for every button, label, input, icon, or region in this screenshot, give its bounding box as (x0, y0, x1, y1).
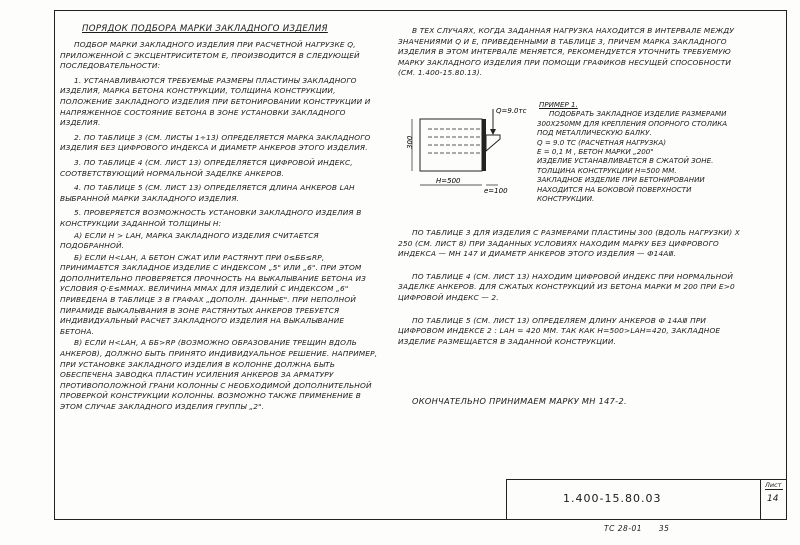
example-block (537, 100, 742, 203)
step-5: 5. ПРОВЕРЯЕТСЯ ВОЗМОЖНОСТЬ УСТАНОВКИ ЗАКЛАДНОГО ИЗДЕЛИЯ В КОНСТРУКЦИИ ЗАДАННОЙ ТОЛЩИНЫ Н: (60, 208, 362, 228)
dim-300-label: 300 (406, 135, 414, 149)
anchor-lines (428, 129, 480, 153)
footer (604, 524, 683, 533)
example-line-4: ИЗДЕЛИЕ УСТАНАВЛИВАЕТСЯ В СЖАТОЙ ЗОНЕ. (537, 156, 714, 166)
solution-paragraph-1: ПО ТАБЛИЦЕ 3 ДЛЯ ИЗДЕЛИЯ С РАЗМЕРАМИ ПЛАСТИНЫ 300 (ВДОЛЬ НАГРУЗКИ) X 250 (СМ. ЛИСТ 8) ПРИ ЗАДАННЫХ УСЛОВИЯХ НАХОДИМ МАРКУ БЕЗ ЦИФРОВОГО ИНДЕКСА — МН 147 И ДИАМЕТР АНКЕРОВ ЭТОГО ИЗДЕЛИЯ — Ф14АⅢ. (398, 228, 740, 259)
footer-ref: ТС 28-01 (604, 524, 642, 533)
intro-paragraph: ПОДБОР МАРКИ ЗАКЛАДНОГО ИЗДЕЛИЯ ПРИ РАСЧЕТНОЙ НАГРУЗКЕ Q, ПРИЛОЖЕННОЙ С ЭКСЦЕНТРИСИТЕТОМ Е, ПРОИЗВОДИТСЯ В СЛЕДУЮЩЕЙ ПОСЛЕДОВАТЕЛЬНОСТИ: (60, 40, 360, 71)
embedded-part-diagram (398, 105, 533, 205)
sheet-label: Лист (765, 481, 782, 489)
step-2: 2. ПО ТАБЛИЦЕ 3 (СМ. ЛИСТЫ 1÷13) ОПРЕДЕЛЯЕТСЯ МАРКА ЗАКЛАДНОГО ИЗДЕЛИЯ БЕЗ ЦИФРОВОГО ИНДЕКСА И ДИАМЕТР АНКЕРОВ ЭТОГО ИЗДЕЛИЯ. (60, 132, 371, 153)
load-label: Q=9.0тс (496, 107, 527, 115)
example-line-6: ЗАКЛАДНОЕ ИЗДЕЛИЕ ПРИ БЕТОНИРОВАНИИ НАХОДИТСЯ НА БОКОВОЙ ПОВЕРХНОСТИ КОНСТРУКЦИИ. (537, 175, 705, 204)
sheet-number: 14 (767, 494, 779, 504)
example-line-1: ПОДОБРАТЬ ЗАКЛАДНОЕ ИЗДЕЛИЕ РАЗМЕРАМИ 300X250ММ ДЛЯ КРЕПЛЕНИЯ ОПОРНОГО СТОЛИКА ПОД МЕТАЛЛИЧЕСКУЮ БАЛКУ. (537, 109, 728, 138)
example-line-3: Е = 0,1 М , БЕТОН МАРКИ „200" (537, 147, 654, 157)
e-label: е=100 (484, 187, 508, 195)
solution-paragraph-2: ПО ТАБЛИЦЕ 4 (СМ. ЛИСТ 13) НАХОДИМ ЦИФРОВОЙ ИНДЕКС ПРИ НОРМАЛЬНОЙ ЗАДЕЛКЕ АНКЕРОВ. ДЛЯ СЖАТЫХ КОНСТРУКЦИЙ ИЗ БЕТОНА МАРКИ М 200 ПРИ Е>0 ЦИФРОВОЙ ИНДЕКС — 2. (398, 271, 735, 302)
left-column (60, 40, 380, 417)
final-conclusion: ОКОНЧАТЕЛЬНО ПРИНИМАЕМ МАРКУ МН 147-2. (412, 396, 627, 406)
example-line-2: Q = 9.0 ТС (РАСЧЕТНАЯ НАГРУЗКА) (537, 137, 666, 147)
step-5b: Б) ЕСЛИ Н<LАН, А БЕТОН СЖАТ ИЛИ РАСТЯНУТ ПРИ 0≤ББ≤RР, ПРИНИМАЕТСЯ ЗАКЛАДНОЕ ИЗДЕЛИЕ С ИНДЕКСОМ „5" ИЛИ „6". ПРИ ЭТОМ ДОПОЛНИТЕЛЬНО ПРОВЕРЯЕТСЯ ПРОЧНОСТЬ НА ВЫКАЛЫВАНИЕ БЕТОНА ИЗ УСЛОВИЯ Q·Е≤MMAX. ВЕЛИЧИНА MMAX ДЛЯ ИЗДЕЛИЙ С ИНДЕКСОМ „6" ПРИВЕДЕНА В ТАБЛИЦЕ 3 В ГРАФАХ „ДОПОЛН. ДАННЫЕ". ПРИ НЕПОЛНОЙ ПИРАМИДЕ ВЫКАЛЫВАНИЯ В ЗОНЕ РАСТЯНУТЫХ АНКЕРОВ ТРЕБУЕТСЯ ИНДИВИДУАЛЬНЫЙ РАСЧЕТ ЗАКЛАДНОГО ИЗДЕЛИЯ НА ВЫКАЛЫВАНИЕ БЕТОНА. (60, 252, 367, 336)
step-3: 3. ПО ТАБЛИЦЕ 4 (СМ. ЛИСТ 13) ОПРЕДЕЛЯЕТСЯ ЦИФРОВОЙ ИНДЕКС, СООТВЕТСТВУЮЩИЙ НОРМАЛЬНОЙ ЗАДЕЛКЕ АНКЕРОВ. (60, 157, 353, 178)
step-5v: В) ЕСЛИ Н<LАН, А ББ>RР (ВОЗМОЖНО ОБРАЗОВАНИЕ ТРЕЩИН ВДОЛЬ АНКЕРОВ), ДОЛЖНО БЫТЬ ПРИНЯТО ИНДИВИДУАЛЬНОЕ РЕШЕНИЕ. НАПРИМЕР, ПРИ УСТАНОВКЕ ЗАКЛАДНОГО ИЗДЕЛИЯ В КОЛОННЕ ДОЛЖНА БЫТЬ ОБЕСПЕЧЕНА ЗАВОДКА ПЛАСТИН УСИЛЕНИЯ АНКЕРОВ ЗА АРМАТУРУ ПРОТИВОПОЛОЖНОЙ ГРАНИ КОЛОННЫ С НЕОБХОДИМОЙ ДОПОЛНИТЕЛЬНОЙ ПРОВЕРКОЙ КОНСТРУКЦИИ КОЛОННЫ. ВОЗМОЖНО ТАКЖЕ ПРИМЕНЕНИЕ В ЭТОМ СЛУЧАЕ ЗАКЛАДНОГО ИЗДЕЛИЯ ГРУППЫ „2". (60, 338, 378, 411)
embedded-plate (482, 119, 486, 171)
document-code: 1.400-15.80.03 (563, 492, 662, 505)
footer-page: 35 (658, 524, 670, 533)
right-solution (398, 228, 748, 351)
h-label: Н=500 (436, 177, 461, 185)
step-5a: А) ЕСЛИ Н > LАН, МАРКА ЗАКЛАДНОГО ИЗДЕЛИЯ СЧИТАЕТСЯ ПОДОБРАННОЙ. (60, 230, 319, 251)
solution-paragraph-3: ПО ТАБЛИЦЕ 5 (СМ. ЛИСТ 13) ОПРЕДЕЛЯЕМ ДЛИНУ АНКЕРОВ Ф 14АⅢ ПРИ ЦИФРОВОМ ИНДЕКСЕ 2 : LАН = 420 ММ. ТАК КАК Н=500>LАН=420, ЗАКЛАДНОЕ ИЗДЕЛИЕ РАЗМЕЩАЕТСЯ В ЗАДАННОЙ КОНСТРУКЦИИ. (398, 315, 721, 346)
step-1: 1. УСТАНАВЛИВАЮТСЯ ТРЕБУЕМЫЕ РАЗМЕРЫ ПЛАСТИНЫ ЗАКЛАДНОГО ИЗДЕЛИЯ, МАРКА БЕТОНА КОНСТРУКЦИИ, ТОЛЩИНА КОНСТРУКЦИИ, ПОЛОЖЕНИЕ ЗАКЛАДНОГО ИЗДЕЛИЯ ПРИ БЕТОНИРОВАНИИ КОНСТРУКЦИИ И НАПРЯЖЕННОЕ СОСТОЯНИЕ БЕТОНА В ЗОНЕ УСТАНОВКИ ЗАКЛАДНОГО ИЗДЕЛИЯ. (60, 75, 371, 128)
right-intro (398, 26, 738, 83)
page-title: ПОРЯДОК ПОДБОРА МАРКИ ЗАКЛАДНОГО ИЗДЕЛИЯ (82, 24, 328, 34)
example-heading: ПРИМЕР 1. (539, 100, 578, 109)
title-block (506, 479, 787, 520)
interval-paragraph: В ТЕХ СЛУЧАЯХ, КОГДА ЗАДАННАЯ НАГРУЗКА НАХОДИТСЯ В ИНТЕРВАЛЕ МЕЖДУ ЗНАЧЕНИЯМИ Q И Е, ПРИВЕДЕННЫМИ В ТАБЛИЦЕ 3, ПРИЧЕМ МАРКА ЗАКЛАДНОГО ИЗДЕЛИЯ В ЭТОМ ИНТЕРВАЛЕ МЕНЯЕТСЯ, РЕКОМЕНДУЕТСЯ УТОЧНИТЬ ТРЕБУЕМУЮ МАРКУ ЗАКЛАДНОГО ИЗДЕЛИЯ ПРИ ПОМОЩИ ГРАФИКОВ НЕСУЩЕЙ СПОСОБНОСТИ (СМ. 1.400-15.80.13). (398, 26, 734, 78)
example-line-5: ТОЛЩИНА КОНСТРУКЦИИ Н=500 ММ. (537, 165, 677, 175)
sheet-cell (760, 480, 787, 519)
step-4: 4. ПО ТАБЛИЦЕ 5 (СМ. ЛИСТ 13) ОПРЕДЕЛЯЕТСЯ ДЛИНА АНКЕРОВ LАН ВЫБРАННОЙ МАРКИ ЗАКЛАДНОГО ИЗДЕЛИЯ. (60, 183, 355, 203)
load-arrowhead (490, 129, 496, 135)
support-bracket (486, 135, 500, 151)
